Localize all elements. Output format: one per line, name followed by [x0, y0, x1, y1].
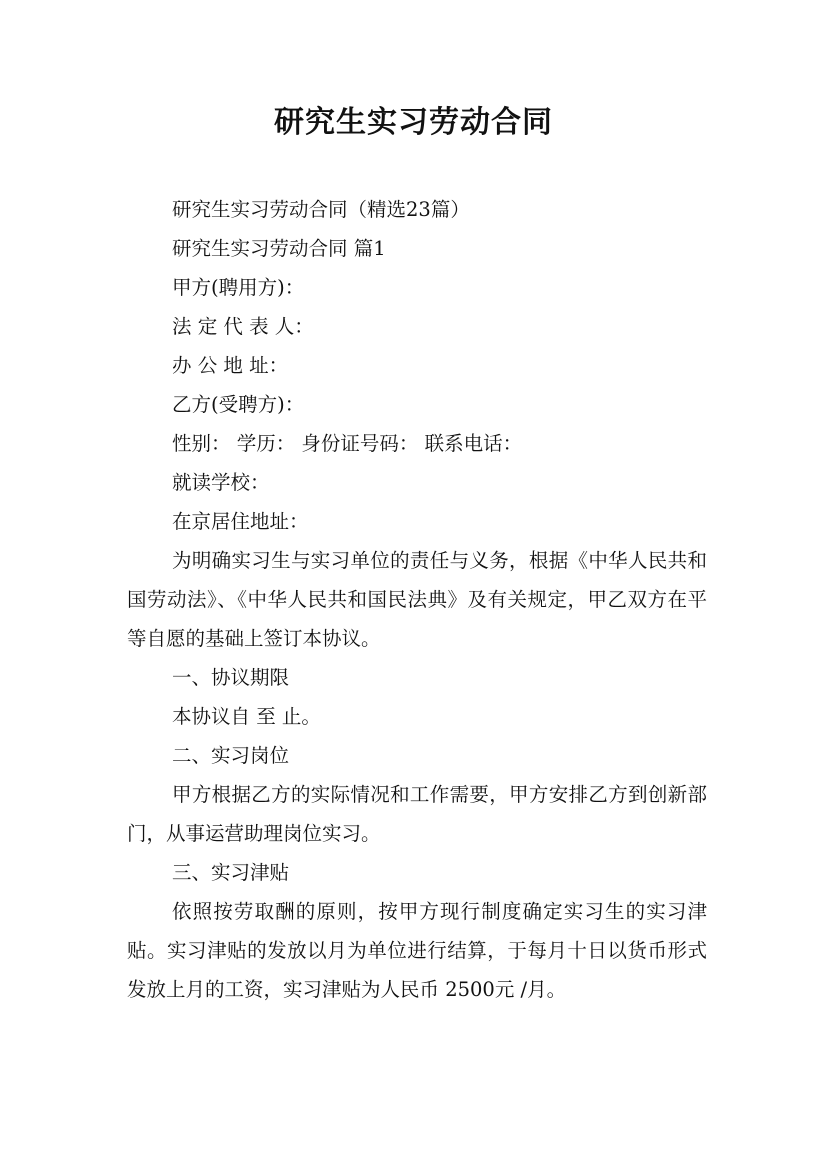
position-paragraph: 甲方根据乙方的实际情况和工作需要，甲方安排乙方到创新部门，从事运营助理岗位实习。: [127, 783, 707, 845]
beijing-address-field: 在京居住地址：: [172, 510, 309, 533]
school-field: 就读学校：: [172, 471, 270, 494]
allowance-paragraph: 依照按劳取酬的原则，按甲方现行制度确定实习生的实习津贴。实习津贴的发放以月为单位进行结算，于每月十日以货币形式发放上月的工资，实习津贴为人民币 2500元 /月。: [127, 900, 707, 1001]
document-body: [127, 190, 707, 1009]
legal-representative-field: 法 定 代 表 人：: [172, 315, 314, 338]
clause-heading-position: 二、实习岗位: [172, 744, 290, 767]
personal-info-fields: 性别： 学历： 身份证号码： 联系电话：: [172, 432, 523, 455]
preamble-paragraph: 为明确实习生与实习单位的责任与义务，根据《中华人民共和国劳动法》、《中华人民共和国民法典》及有关规定，甲乙双方在平等自愿的基础上签订本协议。: [127, 549, 707, 650]
party-a-field: 甲方(聘用方)：: [172, 276, 305, 299]
clause-heading-allowance: 三、实习津贴: [172, 861, 290, 884]
subtitle-paragraph: 研究生实习劳动合同（精选23篇）: [172, 198, 470, 221]
section-heading-1: 研究生实习劳动合同 篇1: [172, 237, 386, 260]
term-paragraph: 本协议自 至 止。: [172, 705, 321, 728]
party-b-field: 乙方(受聘方)：: [172, 393, 305, 416]
office-address-field: 办 公 地 址：: [172, 354, 289, 377]
clause-heading-term: 一、协议期限: [172, 666, 290, 689]
document-title: 研究生实习劳动合同: [274, 105, 553, 140]
